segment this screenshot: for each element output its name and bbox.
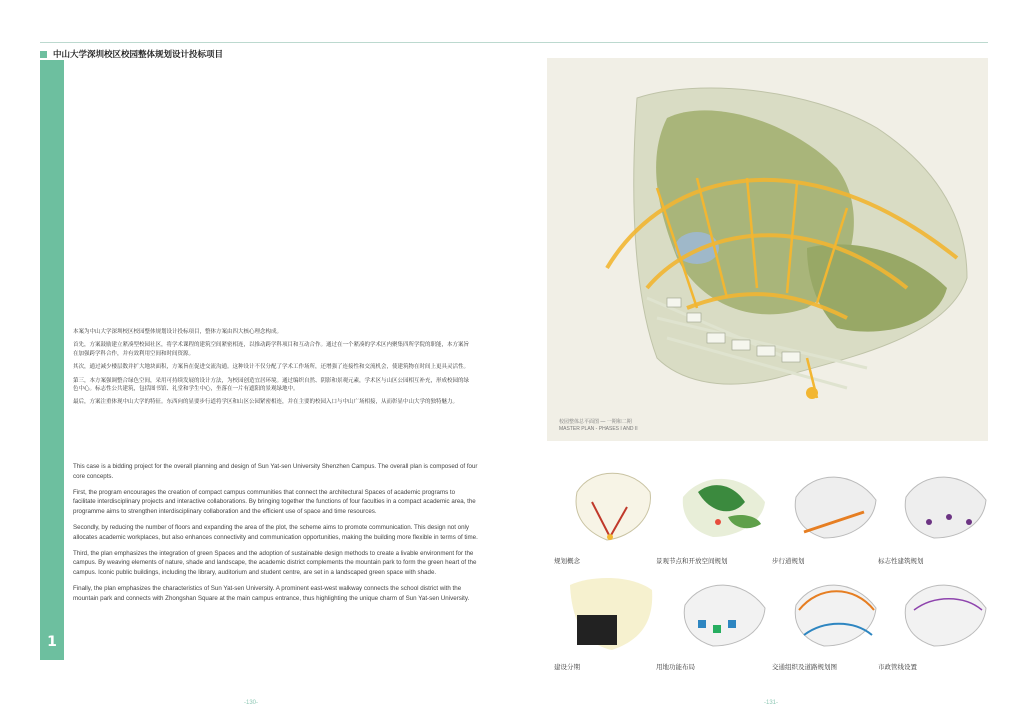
diagram-label: 景观节点和开放空间规划: [656, 557, 728, 565]
diagram-image: [894, 570, 993, 656]
en-paragraph: First, the program encourages the creation of compact campus communities that connect the architectural Spaces of academic programs to facilitate interdisciplinary projects and interactive collaborations. By bringing together the functions of four faculties in a compact academic area, the programme aims to strengthen interdisciplinary collaboration and the efficient use of space and time resources.: [73, 488, 476, 516]
page-number-right: -131-: [764, 700, 779, 706]
diagram-planning-concept: [562, 462, 661, 548]
diagram-label: 建设分期: [554, 663, 580, 671]
diagram-land-use: [673, 570, 772, 656]
diagram-phasing: [562, 570, 661, 656]
diagram-label: 市政管线设置: [878, 663, 917, 671]
zh-paragraph: 最后，方案注重体现中山大学的特征。东西向的显要步行道将学区和山区公园紧密相连，并在主要的校园入口与中山广场相接，从而彰显中山大学的独特魅力。: [73, 399, 459, 406]
en-paragraph: Third, the plan emphasizes the integration of green Spaces and the adoption of sustainable design methods to create a livable environment for the campus. By weaving elements of nature, shade and landscape, the academic district complements the mountain park to form the green heart of the campus. Iconic public buildings, including the library, auditorium and student centre, are set in a landscaped green space with shade.: [73, 549, 477, 577]
diagram-image: [894, 462, 993, 548]
zh-paragraph: 首先，方案鼓励建立紧凑型校园社区，将学术课程的建筑空间紧密相连，以推动跨学科项目和互动合作。通过在一个紧凑的学术区内聚集四所学院的职能，本方案旨在加强跨学科合作，并有效利用空间和时间资源。: [73, 342, 470, 357]
intro-chinese: [73, 328, 473, 412]
zh-paragraph: 其次，通过减少楼层数并扩大地块面积，方案旨在促进交流沟通。这种设计不仅分配了学术工作场所，还增强了连接性和交流机会，使建筑物在时间上更具灵活性。: [73, 364, 470, 371]
page-number-left: -130-: [244, 700, 259, 706]
sidebar-band: [40, 60, 64, 660]
page-title: 中山大学深圳校区校园整体规划设计投标项目: [53, 50, 224, 60]
intro-english: [73, 462, 478, 610]
top-divider: [40, 42, 988, 43]
diagram-label: 规划概念: [554, 557, 580, 565]
diagram-image: [562, 570, 661, 656]
section-number: 1: [47, 634, 57, 650]
zh-paragraph: 第三，本方案强调整合绿色空间，采用可持续发展的设计方法，为校园创造宜居环境。通过编织自然、阴影和景观元素，学术区与山区公园相互补充，形成校园的绿色中心。标志性公共建筑，包括图书馆、礼堂和学生中心，坐落在一片有遮阳的景观绿地中。: [73, 377, 470, 393]
diagram-image: [562, 462, 661, 548]
master-plan-drawing: [547, 58, 988, 441]
master-plan-caption: [559, 419, 638, 433]
master-plan-image: [547, 58, 988, 441]
diagram-image: [673, 570, 772, 656]
diagram-traffic: [784, 570, 883, 656]
caption-en: MASTER PLAN - PHASES I AND II: [559, 426, 638, 432]
header-square-icon: [40, 51, 47, 58]
diagram-label: 交通组织及道路规划图: [772, 663, 837, 671]
diagram-label: 标志性建筑规划: [878, 557, 924, 565]
diagram-label: 步行道规划: [772, 557, 805, 565]
diagram-utilities: [894, 570, 993, 656]
diagram-image: [784, 462, 883, 548]
zh-paragraph: 本案为中山大学深圳校区校园整体规划设计投标项目，整体方案由四大核心理念构成。: [73, 329, 283, 335]
diagram-walkway: [784, 462, 883, 548]
diagram-landmark: [894, 462, 993, 548]
en-paragraph: Finally, the plan emphasizes the characteristics of Sun Yat-sen University. A prominent east-west walkway connects the school district with the mountain park and connects with Zhongshan Square at the main campus entrance, thus highlighting the unique charm of Sun Yat-sen University.: [73, 584, 470, 602]
diagram-landscape: [673, 462, 772, 548]
page-header: [40, 48, 223, 60]
en-paragraph: Secondly, by reducing the number of floors and expanding the area of the plot, the scheme aims to promote communication. This design not only allocates academic workplaces, but also enhances connectivity and communication opportunities, making the building more flexible in terms of time.: [73, 523, 478, 541]
en-paragraph: This case is a bidding project for the overall planning and design of Sun Yat-sen University Shenzhen Campus. The overall plan is composed of four core concepts.: [73, 463, 478, 480]
caption-zh: 校园整体总平面图 — 一期和二期: [559, 419, 632, 425]
diagram-label: 用地功能布局: [656, 663, 695, 671]
diagram-image: [673, 462, 772, 548]
diagram-image: [784, 570, 883, 656]
